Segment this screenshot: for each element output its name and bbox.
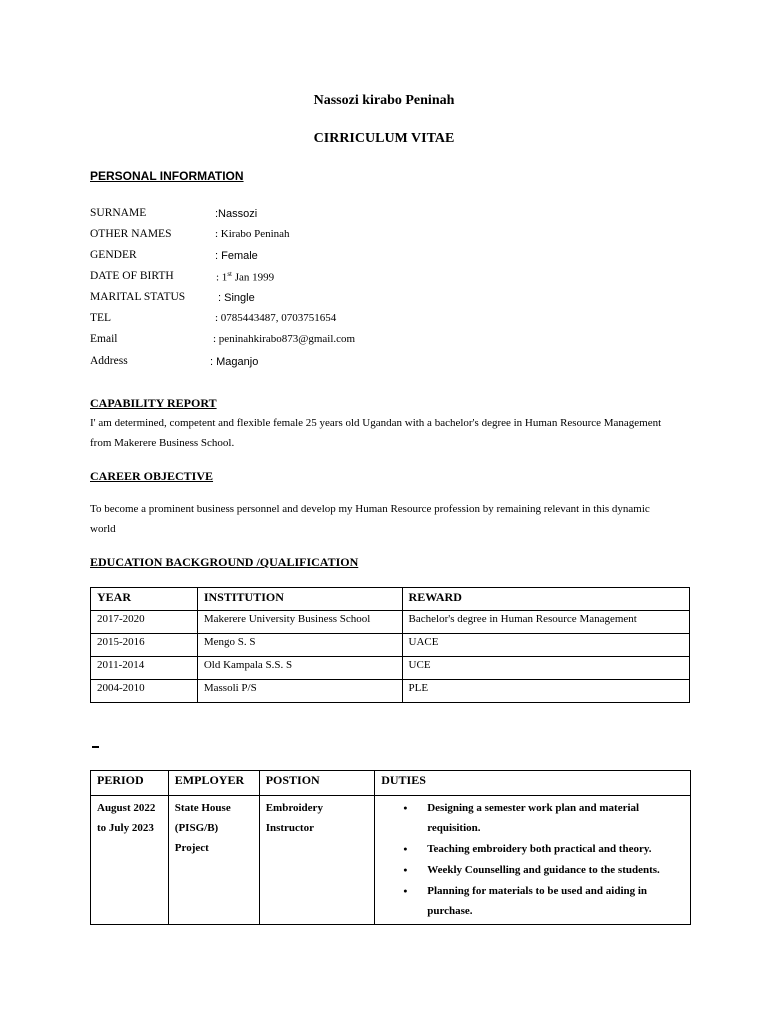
list-item: ● Designing a semester work plan and material requisition.	[427, 798, 662, 838]
reward-cell: Bachelor's degree in Human Resource Management	[402, 611, 689, 634]
education-table	[90, 587, 690, 703]
table-row	[91, 680, 690, 703]
table-row	[91, 796, 691, 925]
surname-label: SURNAME	[90, 207, 147, 219]
table-row	[91, 657, 690, 680]
employment-header-row	[91, 771, 691, 796]
reward-cell: UACE	[402, 634, 689, 657]
year-cell: 2004-2010	[91, 680, 198, 703]
career-objective-text: To become a prominent business personnel and develop my Human Resource profession by remaining relevant in this dynamic world	[90, 503, 650, 535]
employer-line: State House	[174, 802, 231, 814]
institution-cell: Makerere University Business School	[197, 611, 402, 634]
employer-cell	[168, 796, 259, 925]
other-names-label: OTHER NAMES	[90, 228, 172, 240]
institution-cell: Mengo S. S	[197, 634, 402, 657]
education-heading: EDUCATION BACKGROUND /QUALIFICATION	[90, 555, 359, 569]
list-item: ● Teaching embroidery both practical and theory.	[427, 839, 684, 859]
tel-label: TEL	[90, 312, 112, 324]
table-row	[91, 634, 690, 657]
institution-cell: Old Kampala S.S. S	[197, 657, 402, 680]
marital-status-label: MARITAL STATUS	[90, 291, 186, 303]
year-cell: 2011-2014	[91, 657, 198, 680]
address-label: Address	[90, 355, 128, 367]
table-row	[91, 611, 690, 634]
period-line: to July 2023	[97, 822, 154, 834]
institution-cell: Massoli P/S	[197, 680, 402, 703]
tel-value: : 0785443487, 0703751654	[215, 312, 337, 324]
list-item: ● Weekly Counselling and guidance to the students.	[427, 860, 684, 880]
period-cell	[91, 796, 169, 925]
other-names-value: : Kirabo Peninah	[215, 228, 290, 240]
column-header-position: POSTION	[259, 771, 375, 796]
email-value: : peninahkirabo873@gmail.com	[213, 333, 356, 345]
employment-table	[90, 770, 691, 925]
capability-report-heading: CAPABILITY REPORT	[90, 396, 217, 410]
reward-cell: UCE	[402, 657, 689, 680]
email-label: Email	[90, 333, 118, 345]
position-line: Instructor	[265, 822, 314, 834]
position-line: Embroidery	[265, 802, 323, 814]
date-of-birth-label: DATE OF BIRTH	[90, 270, 174, 282]
year-cell: 2017-2020	[91, 611, 198, 634]
duties-list	[381, 798, 684, 921]
gender-value: : Female	[215, 250, 258, 262]
column-header-year: YEAR	[91, 588, 198, 611]
year-cell: 2015-2016	[91, 634, 198, 657]
applicant-name: Nassozi kirabo Peninah	[313, 93, 455, 108]
column-header-institution: INSTITUTION	[197, 588, 402, 611]
surname-value: :Nassozi	[215, 208, 258, 220]
duties-cell	[375, 796, 691, 925]
employer-line: (PISG/B)	[174, 822, 219, 834]
dash-mark	[92, 746, 99, 748]
column-header-reward: REWARD	[402, 588, 689, 611]
employer-line: Project	[174, 842, 209, 854]
position-cell	[259, 796, 375, 925]
list-item: ● Planning for materials to be used and aiding in purchase.	[427, 881, 662, 921]
marital-status-value: : Single	[218, 292, 255, 304]
personal-information-heading: PERSONAL INFORMATION	[90, 169, 244, 183]
gender-label: GENDER	[90, 249, 137, 261]
reward-cell: PLE	[402, 680, 689, 703]
address-value: : Maganjo	[210, 356, 259, 368]
column-header-period: PERIOD	[91, 771, 169, 796]
column-header-duties: DUTIES	[375, 771, 691, 796]
education-header-row	[91, 588, 690, 611]
document-title: CIRRICULUM VITAE	[313, 131, 455, 146]
column-header-employer: EMPLOYER	[168, 771, 259, 796]
career-objective-heading: CAREER OBJECTIVE	[90, 469, 214, 483]
period-line: August 2022	[97, 802, 156, 814]
date-of-birth-value: : 1st Jan 1999	[216, 270, 275, 284]
capability-report-text: I' am determined, competent and flexible female 25 years old Ugandan with a bachelor's degree in Human Resource Management from Makerere Business School.	[90, 417, 662, 449]
